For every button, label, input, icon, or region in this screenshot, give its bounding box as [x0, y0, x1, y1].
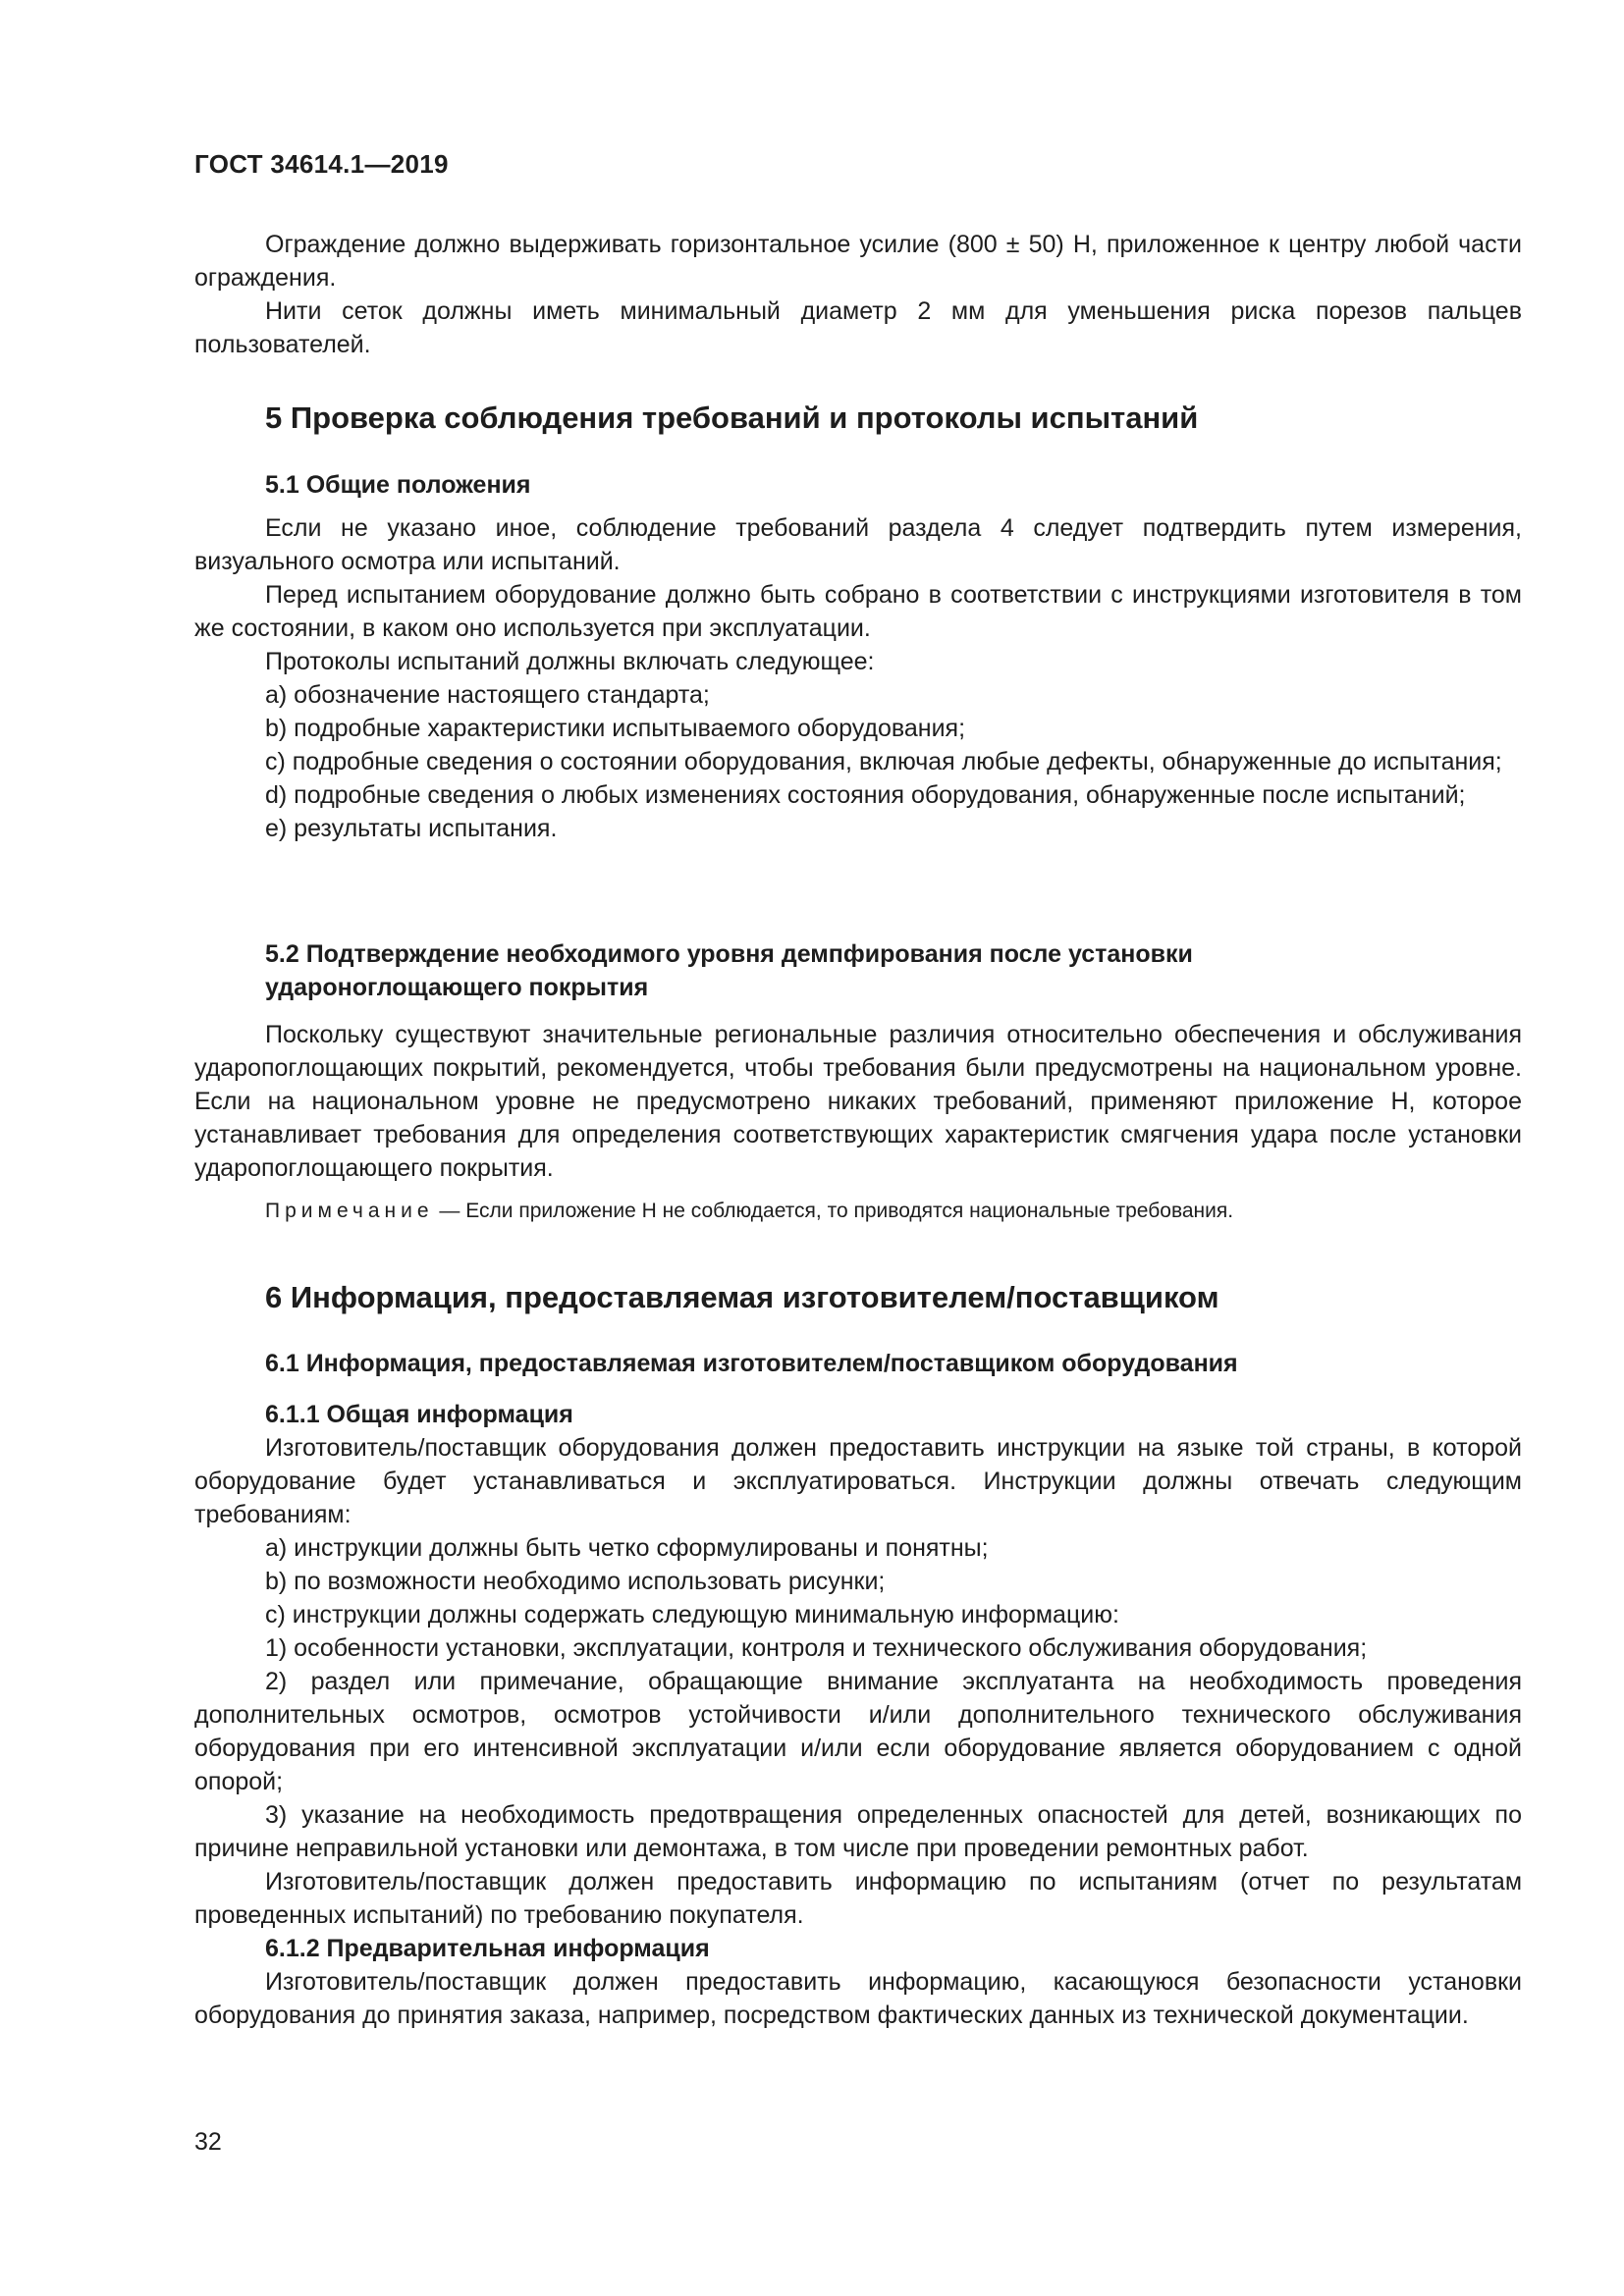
list-item: a) инструкции должны быть четко сформулированы и понятны;	[265, 1534, 989, 1562]
paragraph: Изготовитель/поставщик оборудования должен предоставить инструкции на языке той страны, в которой оборудование будет устанавливаться и эксплуатироваться. Инструкции должны отвечать следующим требованиям:	[194, 1434, 1522, 1528]
subsection-title: 5.1 Общие положения	[265, 471, 531, 499]
note-label: Примечание	[265, 1200, 434, 1222]
paragraph: Поскольку существуют значительные региональные различия относительно обеспечения и обслуживания ударопоглощающих покрытий, рекомендуется, чтобы требования были предусмотрены на национальном уровне. Если на национальном уровне не предусмотрено никаких требований, применяют приложение Н, которое устанавливает требования для определения соответствующих характеристик смягчения удара после установки ударопоглощающего покрытия.	[194, 1021, 1522, 1182]
section-title: 5 Проверка соблюдения требований и протоколы испытаний	[265, 400, 1199, 435]
clause-title: 6.1.1 Общая информация	[265, 1401, 573, 1428]
subsection-title-line-2: удароноглощающего покрытия	[265, 974, 649, 1001]
paragraph: Если не указано иное, соблюдение требований раздела 4 следует подтвердить путем измерения, визуального осмотра или испытаний.	[194, 514, 1522, 575]
paragraph: Нити сеток должны иметь минимальный диаметр 2 мм для уменьшения риска порезов пальцев пользователей.	[194, 297, 1522, 358]
document-header: ГОСТ 34614.1—2019	[194, 149, 449, 179]
list-item: a) обозначение настоящего стандарта;	[265, 681, 710, 709]
section-5-2	[194, 937, 1522, 1226]
note	[194, 1197, 1522, 1226]
paragraph: Перед испытанием оборудование должно быть собрано в соответствии с инструкциями изготовителя в том же состоянии, в каком оно используется при эксплуатации.	[194, 581, 1522, 642]
paragraph: Протоколы испытаний должны включать следующее:	[265, 648, 875, 675]
list-item: 3) указание на необходимость предотвращения определенных опасностей для детей, возникающих по причине неправильной установки или демонтажа, в том числе при проведении ремонтных работ.	[194, 1801, 1522, 1862]
list-item: b) по возможности необходимо использовать рисунки;	[265, 1568, 886, 1595]
section-title: 6 Информация, предоставляемая изготовителем/поставщиком	[265, 1280, 1219, 1314]
page-number: 32	[194, 2128, 222, 2156]
list-item: d) подробные сведения о любых изменениях состояния оборудования, обнаруженные после испытаний;	[265, 781, 1466, 809]
paragraph: Изготовитель/поставщик должен предоставить информацию, касающуюся безопасности установки оборудования до принятия заказа, например, посредством фактических данных из технической документации.	[194, 1968, 1522, 2029]
note-text: — Если приложение Н не соблюдается, то приводятся национальные требования.	[433, 1200, 1234, 1222]
list-item: e) результаты испытания.	[265, 815, 558, 842]
list-item: c) инструкции должны содержать следующую минимальную информацию:	[265, 1601, 1119, 1629]
section-6-1	[194, 1347, 1522, 2032]
section-5	[194, 399, 1522, 438]
intro-block	[194, 228, 1522, 361]
paragraph: Изготовитель/поставщик должен предоставить информацию по испытаниям (отчет по результатам проведенных испытаний) по требованию покупателя.	[194, 1868, 1522, 1929]
list-item: 1) особенности установки, эксплуатации, контроля и технического обслуживания оборудования;	[265, 1634, 1368, 1662]
list-item: c) подробные сведения о состоянии оборудования, включая любые дефекты, обнаруженные до испытания;	[265, 748, 1502, 775]
paragraph: Ограждение должно выдерживать горизонтальное усилие (800 ± 50) Н, приложенное к центру любой части ограждения.	[194, 231, 1522, 292]
subsection-title: 6.1 Информация, предоставляемая изготовителем/поставщиком оборудования	[265, 1350, 1238, 1377]
section-5-1	[194, 468, 1522, 845]
clause-title: 6.1.2 Предварительная информация	[265, 1935, 710, 1962]
subsection-title-line-1: 5.2 Подтверждение необходимого уровня демпфирования после установки	[265, 940, 1193, 968]
list-item: b) подробные характеристики испытываемого оборудования;	[265, 715, 966, 742]
list-item: 2) раздел или примечание, обращающие внимание эксплуатанта на необходимость проведения дополнительных осмотров, осмотров устойчивости и/или дополнительного технического обслуживания оборудования при его интенсивной эксплуатации и/или если оборудование является оборудованием с одной опорой;	[194, 1668, 1522, 1795]
section-6	[194, 1278, 1522, 1317]
